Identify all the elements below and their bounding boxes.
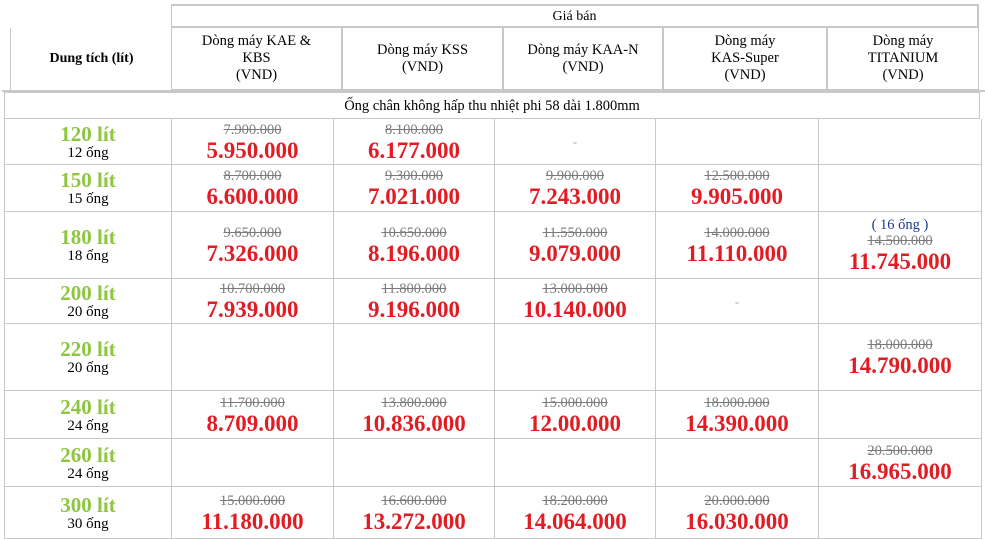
sale-price: 7.021.000 [368, 184, 460, 209]
sale-price: 7.939.000 [206, 297, 299, 322]
capacity-value: 300 lít [60, 492, 116, 517]
price-cell [656, 165, 819, 212]
price-cell [172, 439, 334, 487]
column-header-kas-super [663, 28, 827, 90]
price-cell [495, 324, 656, 391]
capacity-cell [4, 439, 172, 487]
original-price: 10.650.000 [381, 225, 447, 241]
price-cell [172, 279, 334, 324]
table-row [4, 487, 982, 539]
capacity-value: 150 lít [60, 168, 116, 192]
price-cell [656, 212, 819, 279]
tube-count: 15 ống [67, 191, 109, 207]
sale-price: 11.180.000 [201, 508, 304, 534]
capacity-cell [4, 487, 172, 539]
original-price: 9.650.000 [223, 225, 282, 241]
original-price: 15.000.000 [219, 492, 286, 509]
sale-price: 14.790.000 [848, 353, 952, 378]
sale-price: 7.243.000 [529, 184, 621, 209]
table-row [4, 439, 982, 487]
price-cell [172, 119, 334, 165]
price-cell [172, 212, 334, 279]
original-price: 13.800.000 [381, 394, 447, 411]
price-cell [819, 119, 982, 165]
sale-price: 8.709.000 [206, 410, 299, 436]
tube-spec-subtitle: Ống chân không hấp thu nhiệt phi 58 dài 1.800mm [4, 92, 980, 119]
sale-price: 12.00.000 [529, 410, 621, 436]
original-price: 20.000.000 [704, 492, 770, 509]
tube-count: 20 ống [67, 360, 109, 376]
sale-price: 8.196.000 [368, 241, 460, 266]
original-price: 16.600.000 [381, 492, 447, 509]
capacity-cell [4, 165, 172, 212]
original-price: 11.800.000 [381, 281, 447, 297]
price-cell [819, 212, 982, 279]
tube-count: 24 ống [67, 417, 109, 434]
price-cell [334, 119, 495, 165]
original-price: 13.000.000 [542, 281, 608, 297]
column-header-line: TITANIUM [867, 50, 939, 66]
capacity-cell [4, 324, 172, 391]
column-header-line: Dòng máy KAA-N [527, 41, 639, 58]
sale-price: 5.950.000 [206, 137, 299, 163]
column-header-kaa-n [503, 28, 663, 90]
original-price: 14.500.000 [867, 232, 933, 249]
sale-price: 13.272.000 [362, 508, 466, 534]
original-price: 14.000.000 [704, 225, 770, 241]
column-header-line: (VND) [724, 67, 766, 83]
sale-price: 10.140.000 [523, 297, 627, 322]
tube-count: 12 ống [67, 144, 109, 161]
capacity-cell [4, 119, 172, 165]
price-cell [656, 279, 819, 324]
original-price: 7.900.000 [223, 121, 282, 138]
table-row [4, 279, 982, 324]
price-cell [495, 165, 656, 212]
price-cell [495, 212, 656, 279]
price-cell [819, 391, 982, 439]
price-cell [334, 439, 495, 487]
not-available-mark: - [573, 135, 577, 149]
column-header-line: KAS-Super [711, 50, 779, 66]
column-header-line: KBS [242, 50, 271, 66]
price-cell [172, 324, 334, 391]
sale-price: 9.079.000 [529, 241, 621, 266]
capacity-value: 260 lít [60, 442, 116, 467]
sale-price: 14.390.000 [685, 410, 789, 436]
sale-price: 6.600.000 [206, 184, 299, 209]
price-cell [172, 165, 334, 212]
table-row [4, 165, 982, 212]
price-cell [495, 487, 656, 539]
sale-price: 11.745.000 [848, 248, 952, 274]
sale-price: 16.030.000 [685, 508, 789, 534]
capacity-value: 120 lít [60, 121, 116, 146]
column-header-line: (VND) [401, 58, 444, 75]
capacity-value: 240 lít [60, 394, 116, 419]
sale-price: 9.905.000 [691, 184, 783, 209]
capacity-value: 220 lít [60, 337, 116, 361]
sale-price: 9.196.000 [368, 297, 460, 322]
column-header-kss [342, 28, 503, 90]
price-cell [819, 324, 982, 391]
table-row [4, 324, 982, 391]
table-row [4, 119, 982, 165]
price-cell [334, 487, 495, 539]
tube-note: ( 16 ống ) [871, 216, 929, 233]
table-row [4, 212, 982, 279]
price-cell [172, 391, 334, 439]
original-price: 12.500.000 [704, 168, 770, 184]
tube-count: 20 ống [67, 304, 109, 320]
column-header-line: Dòng máy [872, 33, 934, 49]
price-cell [172, 487, 334, 539]
tube-count: 30 ống [67, 515, 109, 532]
original-price: 9.300.000 [385, 168, 443, 184]
price-cell [334, 165, 495, 212]
capacity-value: 200 lít [60, 281, 116, 305]
price-cell [656, 119, 819, 165]
sale-price: 7.326.000 [206, 241, 299, 266]
original-price: 8.100.000 [385, 121, 443, 138]
price-header: Giá bán [171, 4, 979, 28]
price-cell [819, 165, 982, 212]
sale-price: 11.110.000 [686, 241, 788, 266]
original-price: 18.200.000 [542, 492, 608, 509]
tube-count: 24 ống [67, 465, 109, 482]
capacity-cell [4, 279, 172, 324]
price-cell [334, 279, 495, 324]
column-header-line: Dòng máy KSS [376, 41, 469, 58]
price-cell [334, 391, 495, 439]
price-cell [656, 324, 819, 391]
sale-price: 10.836.000 [362, 410, 466, 436]
original-price: 10.700.000 [219, 281, 286, 297]
table-row [4, 391, 982, 439]
capacity-cell [4, 212, 172, 279]
column-header-line: (VND) [235, 67, 278, 83]
column-header-line: (VND) [562, 58, 604, 75]
price-cell [334, 324, 495, 391]
not-available-mark: - [735, 294, 739, 309]
capacity-value: 180 lít [60, 225, 116, 249]
price-cell [819, 279, 982, 324]
capacity-header: Dung tích (lít) [10, 28, 172, 90]
price-cell [656, 391, 819, 439]
sale-price: 6.177.000 [368, 137, 460, 163]
price-cell [495, 391, 656, 439]
column-header-line: Dòng máy KAE & [201, 33, 312, 49]
price-cell [495, 119, 656, 165]
sale-price: 14.064.000 [523, 508, 627, 534]
original-price: 11.700.000 [220, 394, 285, 411]
sale-price: 16.965.000 [848, 458, 952, 484]
price-cell [495, 279, 656, 324]
column-header-kae-kbs [171, 28, 342, 90]
original-price: 9.900.000 [546, 168, 604, 184]
column-header-line: (VND) [882, 67, 924, 83]
price-cell [334, 212, 495, 279]
original-price: 8.700.000 [223, 168, 282, 184]
tube-count: 18 ống [67, 248, 109, 264]
column-header-line: Dòng máy [714, 33, 776, 49]
price-cell [819, 439, 982, 487]
column-header-titanium [827, 28, 979, 90]
price-cell [656, 487, 819, 539]
price-cell [495, 439, 656, 487]
original-price: 11.550.000 [542, 225, 608, 241]
original-price: 20.500.000 [867, 442, 933, 459]
capacity-cell [4, 391, 172, 439]
original-price: 18.000.000 [704, 394, 770, 411]
price-cell [656, 439, 819, 487]
price-cell [819, 487, 982, 539]
original-price: 15.000.000 [542, 394, 608, 411]
original-price: 18.000.000 [867, 337, 933, 353]
